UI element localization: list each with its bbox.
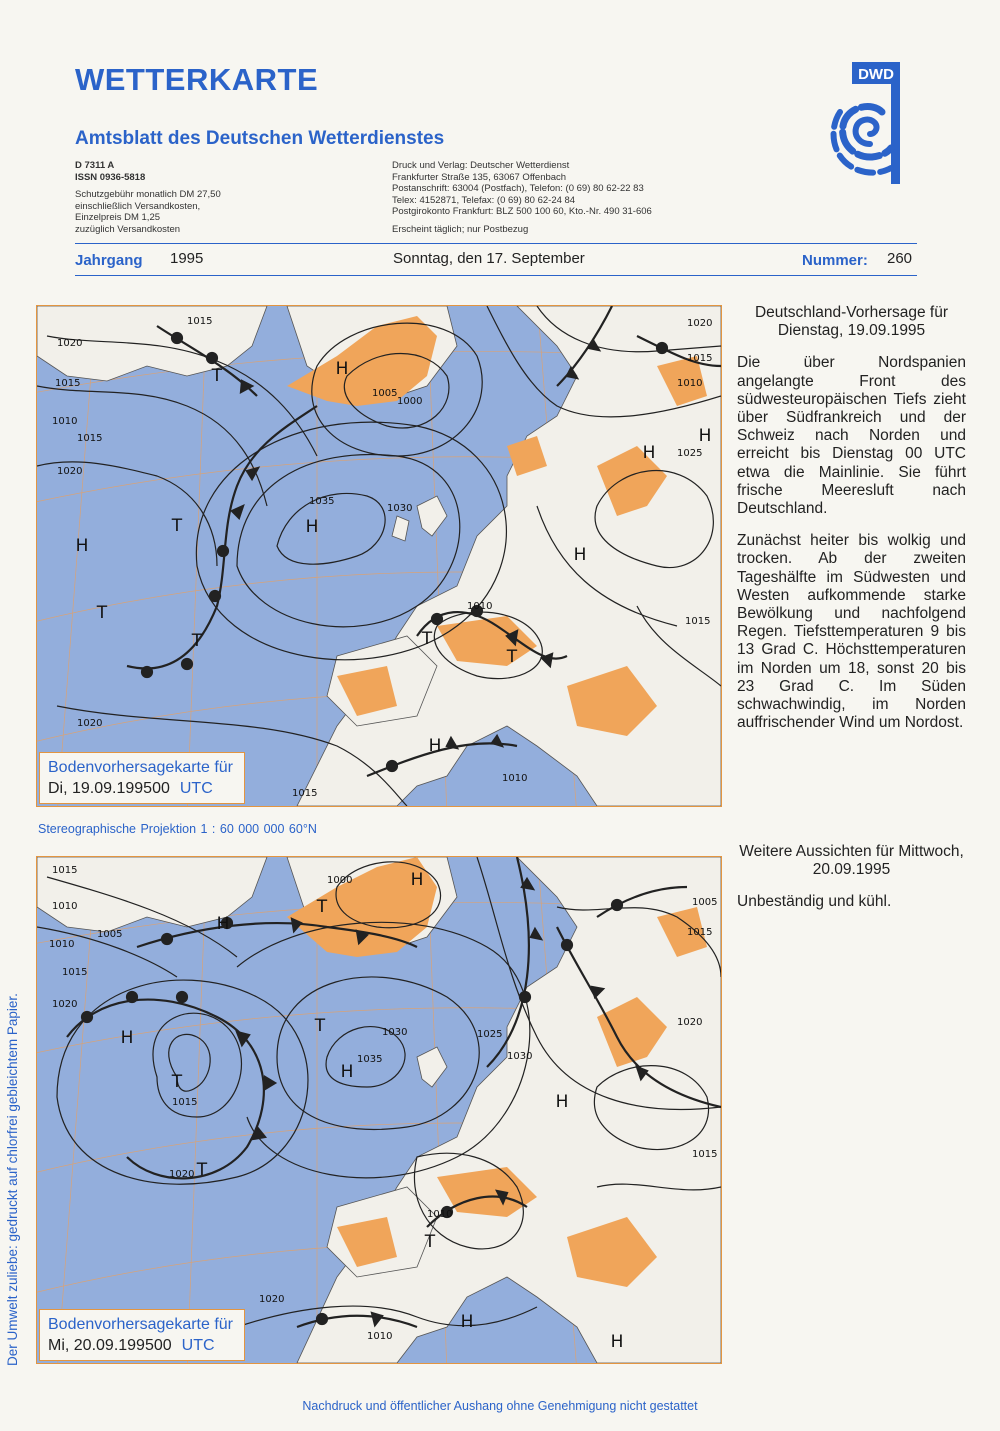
side-note: Der Umwelt zuliebe: gedruckt auf chlorfrei gebleichtem Papier.	[5, 993, 20, 1366]
pressure-centre: H	[573, 545, 587, 565]
surface-forecast-chart	[37, 857, 721, 1363]
info-line: zuzüglich Versandkosten	[75, 223, 181, 235]
pressure-centre: T	[314, 1016, 326, 1036]
pressure-centre: H	[335, 359, 349, 379]
isobar-label: 1005	[692, 897, 718, 908]
isobar-label: 1005	[372, 388, 398, 399]
info-line: Erscheint täglich; nur Postbezug	[392, 223, 529, 235]
info-line: Postgirokonto Frankfurt: BLZ 500 100 60, Kto.-Nr. 490 31-606	[392, 206, 652, 217]
caption-utc: UTC	[181, 1337, 215, 1354]
pressure-centre: H	[698, 426, 712, 446]
info-line: Schutzgebühr monatlich DM 27,50	[75, 189, 221, 200]
pressure-centre: H	[216, 914, 230, 934]
pressure-centre: T	[421, 629, 433, 649]
info-line: einschließlich Versandkosten,	[75, 200, 201, 212]
isobar-label: 1000	[327, 875, 353, 886]
logo-text: DWD	[858, 66, 894, 83]
isobar-label: 1020	[677, 1017, 703, 1028]
pressure-centre: H	[410, 870, 424, 890]
isobar-label: 1020	[57, 338, 83, 349]
isobar-label: 1015	[687, 927, 713, 938]
isobar-label: 1005	[97, 929, 123, 940]
isobar-label: 1010	[52, 901, 78, 912]
isobar-label: 1015	[292, 788, 318, 799]
issue-row	[75, 250, 917, 274]
isobar-label: 1010	[52, 416, 78, 427]
map-caption	[39, 1309, 245, 1361]
page-title: WETTERKARTE	[75, 62, 319, 97]
caption-utc: UTC	[179, 780, 213, 797]
isobar-label: 1035	[309, 496, 335, 507]
footer-note: Nachdruck und öffentlicher Aushang ohne Genehmigung nicht gestattet	[302, 1399, 698, 1413]
outlook-column	[737, 843, 966, 926]
isobar-label: 1010	[502, 773, 528, 784]
caption-date: Mi, 20.09.1995	[48, 1337, 154, 1354]
caption-time: 00	[153, 1337, 172, 1354]
isobar-label: 1010	[367, 1331, 393, 1342]
isobar-label: 1020	[57, 466, 83, 477]
weather-map-tuesday	[36, 305, 722, 807]
caption-date: Di, 19.09.1995	[48, 780, 153, 797]
pressure-centre: H	[120, 1028, 134, 1048]
info-line: ISSN 0936-5818	[75, 171, 146, 183]
isobar-label: 1020	[259, 1294, 285, 1305]
pressure-centre: T	[424, 1232, 436, 1252]
isobar-label: 1015	[685, 616, 711, 627]
pressure-centre: T	[316, 897, 328, 917]
pressure-centre: T	[96, 603, 108, 623]
outlook-text: Unbeständig und kühl.	[737, 893, 892, 911]
isobar-label: 1020	[687, 318, 713, 329]
pressure-centre: T	[171, 516, 183, 536]
info-line: Druck und Verlag: Deutscher Wetterdienst	[392, 160, 570, 171]
pressure-centre: H	[305, 517, 319, 537]
info-line: Frankfurter Straße 135, 63067 Offenbach	[392, 171, 567, 183]
divider	[75, 243, 917, 244]
info-line: Postanschrift: 63004 (Postfach), Telefon: (0 69) 80 62-22 83	[392, 183, 644, 194]
pressure-centre: T	[506, 647, 518, 667]
isobar-label: 1020	[77, 718, 103, 729]
pressure-centre: H	[610, 1332, 624, 1352]
isobar-label: 1020	[52, 999, 78, 1010]
weather-map-wednesday	[36, 856, 722, 1364]
caption-time: 00	[152, 780, 170, 797]
map-caption	[39, 752, 245, 804]
isobar-label: 1010	[427, 1209, 453, 1220]
pressure-centre: H	[555, 1092, 569, 1112]
nummer-label: Nummer:	[802, 252, 868, 269]
pressure-centre: H	[428, 736, 442, 756]
pressure-centre: T	[171, 1072, 183, 1092]
isobar-label: 1010	[467, 601, 493, 612]
isobar-label: 1015	[692, 1149, 718, 1160]
isobar-label: 1015	[55, 378, 81, 389]
surface-forecast-chart	[37, 306, 721, 806]
isobar-label: 1015	[187, 316, 213, 327]
outlook-heading: Weitere Aussichten für Mittwoch, 20.09.1995	[739, 843, 964, 879]
pressure-centre: H	[75, 536, 89, 556]
forecast-paragraph: Die über Nordspanien angelangte Front des südwesteuropäischen Tiefs zieht über Südfrankreich und der Schweiz nach Norden und erreicht bis Dienstag 00 UTC etwa die Mainlinie. Sie führt frische Meeresluft nach Deutschland.	[737, 354, 966, 518]
pressure-centre: H	[340, 1062, 354, 1082]
jahrgang-label: Jahrgang	[75, 252, 143, 269]
isobar-label: 1030	[382, 1027, 408, 1038]
isobar-label: 1020	[169, 1169, 195, 1180]
pressure-centre: T	[196, 1160, 208, 1180]
isobar-label: 1015	[52, 865, 78, 876]
publication-info-left	[75, 160, 335, 235]
divider	[75, 275, 917, 276]
pressure-centre: T	[211, 366, 223, 386]
pressure-centre: H	[642, 443, 656, 463]
subtitle: Amtsblatt des Deutschen Wetterdienstes	[75, 128, 445, 149]
isobar-label: 1015	[687, 353, 713, 364]
caption-title: Bodenvorhersagekarte für	[48, 759, 233, 776]
info-line: D 7311 A	[75, 160, 115, 171]
isobar-label: 1035	[357, 1054, 383, 1065]
isobar-label: 1030	[507, 1051, 533, 1062]
publication-info-right	[392, 160, 722, 235]
issue-date: Sonntag, den 17. September	[393, 250, 585, 267]
isobar-label: 1025	[677, 448, 703, 459]
dwd-logo	[820, 62, 920, 187]
caption-title: Bodenvorhersagekarte für	[48, 1316, 233, 1333]
forecast-heading: Deutschland-Vorhersage für Dienstag, 19.09.1995	[754, 304, 948, 340]
isobar-label: 1015	[77, 433, 103, 444]
pressure-centre: H	[460, 1312, 474, 1332]
info-line: Telex: 4152871, Telefax: (0 69) 80 62-24 84	[392, 194, 576, 206]
isobar-label: 1015	[62, 967, 88, 978]
jahrgang-value: 1995	[170, 250, 204, 267]
isobar-label: 1010	[677, 378, 703, 389]
isobar-label: 1025	[477, 1029, 503, 1040]
isobar-label: 1010	[49, 939, 75, 950]
nummer-value: 260	[887, 250, 913, 267]
isobar-label: 1000	[397, 396, 423, 407]
forecast-column	[737, 304, 966, 746]
isobar-label: 1030	[387, 503, 413, 514]
forecast-paragraph: Zunächst heiter bis wolkig und trocken. Ab der zweiten Tageshälfte im Südwesten und Westen aufkommende starke Bewölkung und nachfolgend Regen. Tiefsttemperaturen 9 bis 13 Grad C. Höchsttemperaturen im Norden um 18, sonst 20 bis 23 Grad C. Im Süden schwachwindig, im Norden auffrischender Wind um Nordost.	[737, 532, 966, 732]
pressure-centre: T	[191, 631, 203, 651]
isobar-label: 1015	[172, 1097, 198, 1108]
info-line: Einzelpreis DM 1,25	[75, 212, 161, 223]
projection-note: Stereographische Projektion 1 : 60 000 000 60°N	[38, 822, 317, 836]
